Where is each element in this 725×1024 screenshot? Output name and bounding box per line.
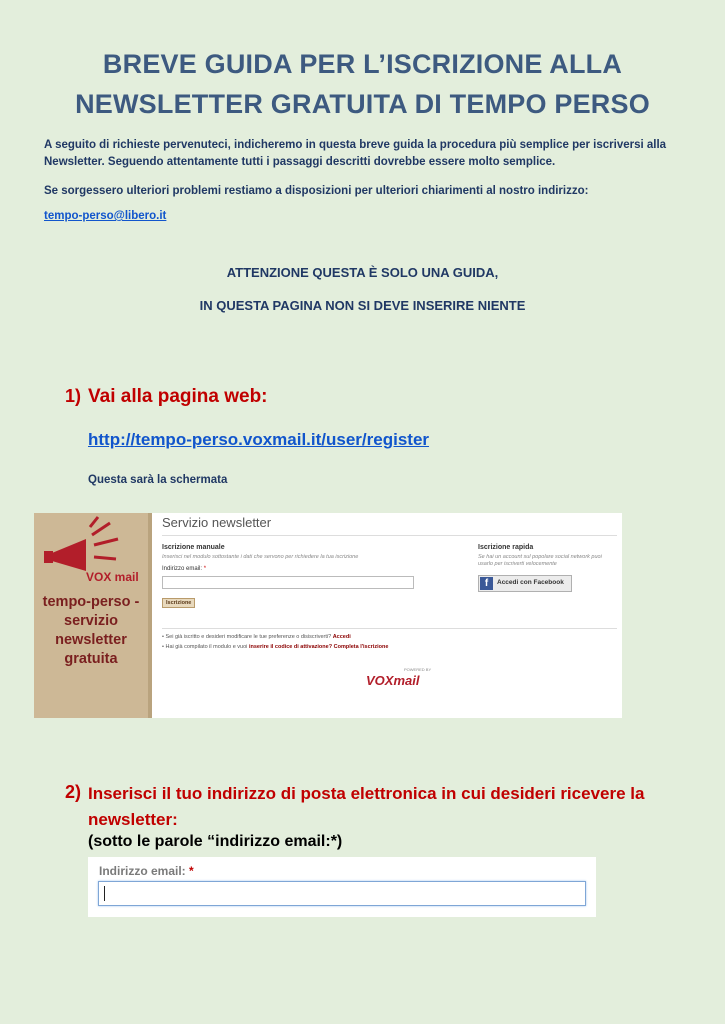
- email-field-screenshot: [88, 857, 596, 917]
- quick-description: Se hai un account sul popolare social network puoi usarlo per iscriverti velocemente: [478, 554, 602, 567]
- activation-link-row: • Hai già compilato il modulo e vuoi inserire il codice di attivazione? Completa l'iscrizione: [162, 644, 389, 650]
- voxmail-footer-logo: VOXmail: [366, 673, 420, 688]
- required-star: *: [189, 864, 194, 878]
- register-url-link[interactable]: http://tempo-perso.voxmail.it/user/register: [88, 430, 430, 449]
- email-field[interactable]: [162, 576, 414, 589]
- newsletter-panel: [154, 513, 622, 718]
- email-label-text: Indirizzo email:: [99, 864, 186, 878]
- step-2-text: Inserisci il tuo indirizzo di posta elettronica in cui desideri ricevere la newsletter:: [88, 784, 645, 829]
- panel-header: Servizio newsletter: [162, 515, 272, 530]
- email-label: Indirizzo email:: [162, 566, 203, 572]
- links-divider: [162, 628, 617, 629]
- step-2-number: 2): [65, 782, 82, 802]
- step-1-number: 1): [65, 386, 82, 406]
- required-mark: *: [203, 566, 207, 572]
- title-line-1: BREVE GUIDA PER L’ISCRIZIONE ALLA: [102, 49, 623, 79]
- title-line-2: NEWSLETTER GRATUITA DI TEMPO PERSO: [75, 89, 650, 119]
- manual-description: Inserisci nel modulo sottostante i dati che servono per richiedere la tua iscrizione: [162, 554, 359, 560]
- powered-by-label: POWERED BY: [404, 667, 432, 672]
- intro-paragraph: A seguito di richieste pervenuteci, indicheremo in questa breve guida la procedura più semplice per iscriversi alla Newsletter. Seguendo attentamente tutti i passaggi descritti dovrebbe essere molto semplice.: [44, 139, 667, 168]
- login-link-row: • Sei già iscritto e desideri modificare le tue preferenze o disiscriverti? Accedi: [162, 634, 351, 640]
- activation-question: Hai già compilato il modulo e vuoi: [165, 644, 248, 650]
- brand-side-text: tempo-perso - servizio newsletter gratuita: [42, 594, 140, 667]
- step-2-subtext: (sotto le parole “indirizzo email:*): [88, 833, 343, 850]
- email-input-example[interactable]: [98, 881, 586, 906]
- quick-heading: Iscrizione rapida: [478, 544, 534, 551]
- subscribe-button[interactable]: Iscrizione: [162, 598, 195, 608]
- login-question: Sei già iscritto e desideri modificare le tue preferenze o disiscriverti?: [165, 634, 332, 640]
- contact-paragraph: Se sorgessero ulteriori problemi restiamo a disposizioni per ulteriori chiarimenti al nostro indirizzo:: [44, 185, 589, 197]
- email-label-large: [99, 864, 194, 878]
- brand-sidebar: [34, 513, 152, 718]
- megaphone-icon: [34, 513, 148, 593]
- step-1-caption: Questa sarà la schermata: [88, 474, 228, 486]
- contact-email-link[interactable]: tempo-perso@libero.it: [44, 210, 167, 222]
- header-divider: [162, 535, 617, 536]
- manual-heading: Iscrizione manuale: [162, 544, 225, 551]
- facebook-login-button[interactable]: [478, 575, 572, 592]
- registration-screenshot: [34, 513, 622, 718]
- notice-line-1: ATTENZIONE QUESTA È SOLO UNA GUIDA,: [226, 265, 499, 280]
- facebook-icon: f: [480, 577, 493, 590]
- notice-line-2: IN QUESTA PAGINA NON SI DEVE INSERIRE NIENTE: [199, 298, 526, 313]
- activation-code-link[interactable]: inserire il codice di attivazione?: [248, 644, 333, 650]
- text-cursor: [104, 886, 105, 901]
- complete-registration-link[interactable]: Completa l'iscrizione: [333, 644, 389, 650]
- page-title: [0, 44, 725, 124]
- vox-logo-text: VOX mail: [86, 570, 139, 584]
- step-1-text: Vai alla pagina web:: [88, 386, 268, 407]
- login-link[interactable]: Accedi: [332, 634, 351, 640]
- facebook-button-label: Accedi con Facebook: [497, 579, 564, 586]
